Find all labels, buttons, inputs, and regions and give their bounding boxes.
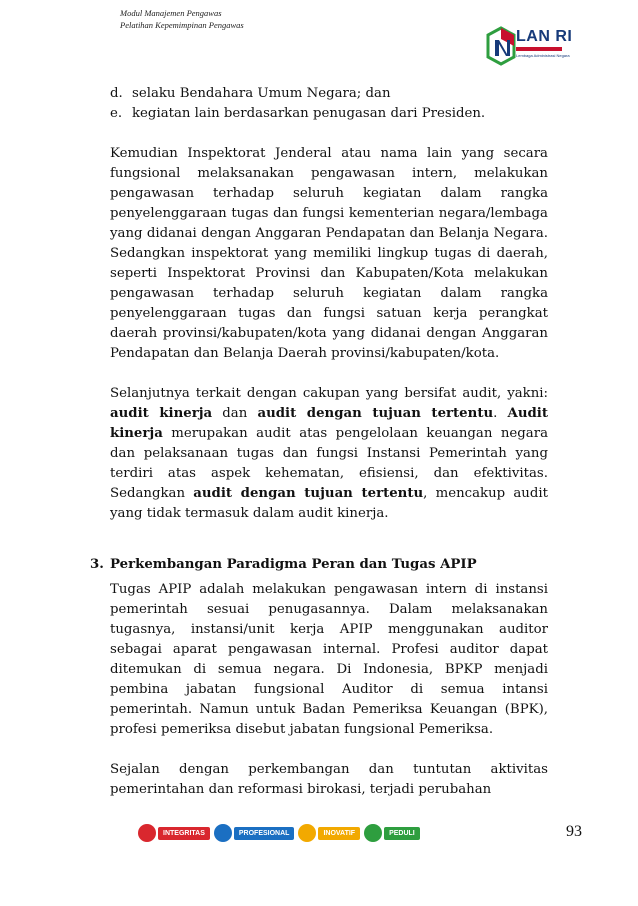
text-span: merupakan audit atas pengelolaan keuangan negara dan pelaksanaan tugas dan fungsi Instansi Pemerintah yang terdiri atas aspek kehematan, efisiensi, dan efektivitas. Sedangkan xyxy=(110,426,548,501)
profesional-icon xyxy=(214,824,232,842)
peduli-icon xyxy=(364,824,382,842)
logo-red-bar xyxy=(516,47,562,51)
text-span: Selanjutnya terkait dengan cakupan yang bersifat audit, yakni: xyxy=(110,386,548,401)
list-marker: e. xyxy=(110,106,123,121)
list-marker: d. xyxy=(110,86,123,101)
bold-term: audit kinerja xyxy=(110,406,213,421)
page-header xyxy=(120,7,244,31)
paragraph-audit-scope xyxy=(110,384,548,524)
badge-label: PROFESIONAL xyxy=(234,827,295,840)
badge-label: INTEGRITAS xyxy=(158,827,210,840)
section-content xyxy=(110,580,548,800)
lan-ri-emblem-icon xyxy=(486,26,516,66)
list-text: kegiatan lain berdasarkan penugasan dari Presiden. xyxy=(132,106,486,121)
section-title: Perkembangan Paradigma Peran dan Tugas APIP xyxy=(110,557,477,572)
paragraph-apip-tasks: Tugas APIP adalah melakukan pengawasan intern di instansi pemerintah sesuai penugasannya. Dalam melaksanakan tugasnya, instansi/unit kerja APIP menggunakan auditor sebagai aparat pengawasan internal. Profesi auditor dapat ditemukan di semua negara. Di Indonesia, BPKP menjadi pembina jabatan fungsional Auditor di semua intansi pemerintah. Namun untuk Badan Pemeriksa Keuangan (BPK), profesi pemeriksa disebut jabatan fungsional Pemeriksa. xyxy=(110,582,548,737)
paragraph-reform: Sejalan dengan perkembangan dan tuntutan aktivitas pemerintahan dan reformasi birokasi, terjadi perubahan xyxy=(110,762,548,797)
badge-label: INOVATIF xyxy=(318,827,360,840)
text-span: . xyxy=(493,406,508,421)
logo-text: LAN RI xyxy=(516,28,573,45)
bold-term: audit dengan tujuan tertentu xyxy=(257,406,494,421)
list-item xyxy=(110,104,548,124)
text-span: dan xyxy=(212,406,258,421)
lan-ri-logo xyxy=(486,26,573,68)
paragraph-inspektorat: Kemudian Inspektorat Jenderal atau nama lain yang secara fungsional melaksanakan pengawasan intern, melakukan pengawasan terhadap seluruh kegiatan dalam rangka penyelenggaraan tugas dan fungsi kementerian negara/lembaga yang didanai dengan Anggaran Pendapatan dan Belanja Negara. Sedangkan inspektorat yang memiliki lingkup tugas di daerah, seperti Inspektorat Provinsi dan Kabupaten/Kota melakukan pengawasan terhadap seluruh kegiatan dalam rangka penyelenggaraan tugas dan fungsi satuan kerja perangkat daerah provinsi/kabupaten/kota yang didanai dengan Anggaran Pendapatan dan Belanja Daerah provinsi/kabupaten/kota. xyxy=(110,146,548,361)
header-module-title: Modul Manajemen Pengawas xyxy=(120,8,222,18)
main-content xyxy=(110,84,548,524)
section-number: 3. xyxy=(90,557,104,572)
badge-profesional xyxy=(214,824,295,842)
list-text: selaku Bendahara Umum Negara; dan xyxy=(132,86,391,101)
footer-values-bar xyxy=(138,822,424,844)
integritas-icon xyxy=(138,824,156,842)
logo-subtext: Lembaga Administrasi Negara xyxy=(516,53,570,58)
badge-label: PEDULI xyxy=(384,827,420,840)
page-number: 93 xyxy=(566,823,582,840)
lightbulb-icon xyxy=(298,824,316,842)
badge-inovatif xyxy=(298,824,360,842)
bold-term: Audit kinerja xyxy=(110,406,548,441)
section-heading xyxy=(90,555,548,575)
badge-integritas xyxy=(138,824,210,842)
bold-term: audit dengan tujuan tertentu xyxy=(193,486,424,501)
list-item xyxy=(110,84,548,104)
header-training-title: Pelatihan Kepemimpinan Pengawas xyxy=(120,20,244,30)
badge-peduli xyxy=(364,824,420,842)
text-span: , mencakup audit yang tidak termasuk dalam audit kinerja. xyxy=(110,486,548,521)
